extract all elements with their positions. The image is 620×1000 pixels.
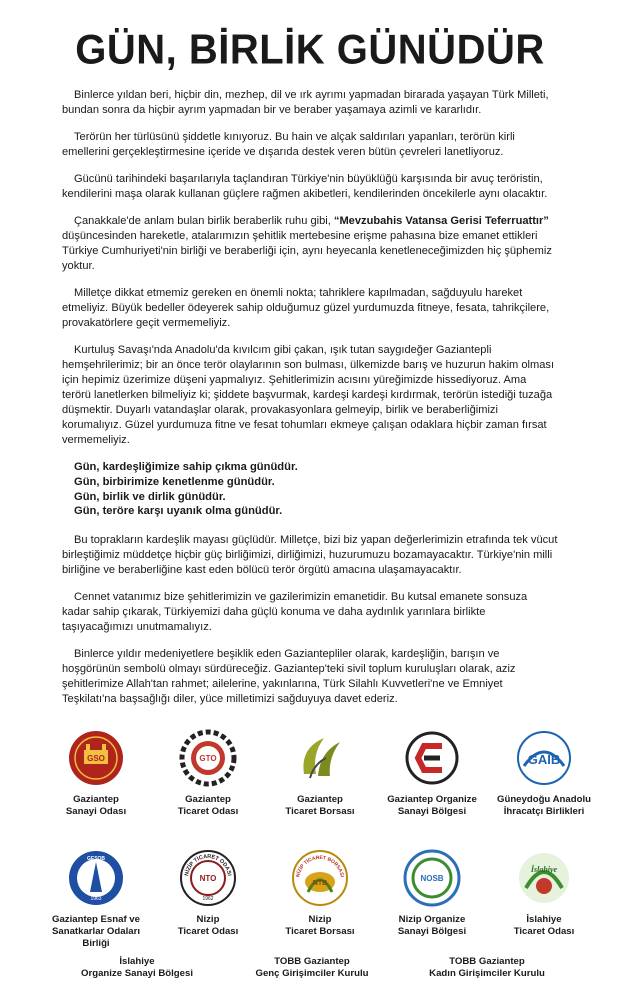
nosb-logo-text: NOSB [420,874,444,883]
org-name: Gaziantep Sanayi Odası [65,794,127,817]
paragraph: Milletçe dikkat etmemiz gereken en önemli nokta; tahriklere kapılmadan, sağduyulu hareket etmeliyiz. Büyük bedeller ödeyerek sahip olduğumuz güzel yurdumuzda fitneye, fesata, tahrikçilere, provakatörlere geçit vermemeliyiz. [62,287,550,329]
paragraph-text: düşüncesinden hareketle, atalarımızın şehitlik mertebesine erişme pahasına bize emanet ettikleri Türkiye Cumhuriyeti'nin birliği ve beraberliği için, aynı heyecanla kenetleneceğimizden hiç şüphemiz yoktur. [62,230,552,272]
gosb-logo-icon [402,728,462,788]
logo-row-1 [40,728,600,818]
logo-gtb [264,728,376,818]
paragraph: Cennet vatanımız bize şehitlerimizin ve gazilerimizin emanetidir. Bu kutsal emanete sonsuza kadar sahip çıkarak, Türkiyemizi daha güçlü konuma ve daha aydınlık yarınlara birlikte taşıyacağımızı unutmamalıyız. [62,591,528,634]
org-name: TOBB Gaziantep Kadın Girişimciler Kurulu [429,956,545,979]
org-name: TOBB Gaziantep Genç Girişimciler Kurulu [255,956,369,979]
logo-row-3 [62,956,562,980]
islahiye-logo-text: İslahiye [530,865,558,874]
logo-nosb [376,848,488,950]
paragraph: Binlerce yıldan beri, hiçbir din, mezhep, dil ve ırk ayrımı yapmadan birarada yaşayan Türk Milleti, bundan sonra da hiçbir ayrım yapmadan bir ve beraber yaşamaya azimli ve kararlıdır. [62,89,549,116]
logo-nto [152,848,264,950]
gaib-logo-text: GAİB [527,752,561,767]
org-name: İslahiye Ticaret Odası [513,914,575,937]
org-name: Güneydoğu Anadolu İhracatçı Birlikleri [497,794,591,817]
paragraph: Terörün her türlüsünü şiddetle kınıyoruz. Bu hain ve alçak saldırıları yapanları, terörün kirli emellerini gerçekleştirmesine içeride ve dışarıda destek veren bütün çevreleri lanetliyoruz. [62,131,515,158]
gaib-logo-icon [514,728,574,788]
org-name: Gaziantep Ticaret Borsası [285,794,355,817]
slogan: Gün, birlik ve dirlik günüdür. [74,490,226,503]
slogan: Gün, kardeşliğimize sahip çıkma günüdür. [74,461,298,473]
nto-logo-text: NTO [199,874,217,883]
quote-emphasis: “Mevzubahis Vatansa Gerisi Teferruattır” [333,215,549,227]
logo-row-2 [40,848,600,950]
paragraph: Bu toprakların kardeşlik mayası güçlüdür. Milletçe, bizi biz yapan değerlerimizin etrafında tek vücut birleştiğimiz müddetçe hiçbir güç birliğimizi, dirliğimizi, huzurumuzu bozamayacaktır. Türkiye'nin milli birliğine ve beraberliğine kast eden bölücü terör örgütü amacına ulaşamayacaktır. [62,534,558,577]
slogan: Gün, birbirimize kenetlenme günüdür. [74,475,275,488]
logo-islahiye [488,848,600,950]
gesob-logo-text: GESOB [86,856,106,862]
article-body [62,88,558,719]
org-name: Gaziantep Ticaret Odası [177,794,239,817]
gesob-year: 1963 [90,896,102,902]
logo-gso [40,728,152,818]
islahiye-logo-icon [514,848,574,908]
nosb-logo-icon [402,848,462,908]
org-name: İslahiye Organize Sanayi Bölgesi [81,956,193,979]
logo-gto [152,728,264,818]
nto-year: 1962 [202,896,214,902]
org-name: Nizip Organize Sanayi Bölgesi [397,914,467,937]
gtb-logo-icon [290,728,350,788]
gso-logo-icon [66,728,126,788]
ntb-logo-text: NTB [312,880,328,887]
ntb-logo-icon [290,848,350,908]
page-title: GÜN, BİRLİK GÜNÜDÜR [75,26,545,74]
paragraph: Kurtuluş Savaşı'nda Anadolu'da kıvılcım gibi çakan, ışık tutan saygıdeğer Gaziantepli hemşehrilerimiz; bir an önce terör olaylarının son bulması, ülkemizde barış ve huzurun hakim olması için hepimiz üzerimize düşeni yapmalıyız. Şehitlerimizin acısını yüreğimizde hissediyoruz. Ama terörü lanetlerken bilmeliyiz ki; şiddete başvurmak, kardeşi kardeşi kırdırmak, terörün istediği tuzağa düşmektir. Duyarlı vatandaşlar olarak, provakasyonlara gelmeyip, birlik ve beraberliğimizi korumalıyız. Güzel yurdumuza fitne ve fesat tohumları ekmeye çalışan odaklara hiçbir zaman fırsat vermemeliyiz. [62,344,555,446]
org-name: Nizip Ticaret Odası [177,914,239,937]
logo-gesob [40,848,152,950]
logo-gaib [488,728,600,818]
org-name: Gaziantep Esnaf ve Sanatkarlar Odaları Birliği [52,914,140,949]
paragraph [62,214,558,274]
ntb-ring-text: NİZİP TİCARET BORSASI [295,854,345,878]
gesob-logo-icon [66,848,126,908]
nto-ring-text: NİZİP TİCARET ODASI [184,853,232,877]
gso-logo-text: GSO [87,754,105,763]
paragraph: Gücünü tarihindeki başarılarıyla taçlandıran Türkiye'nin büyüklüğü karşısında bir avuç teröristin, kendilerini maşa olarak kullanan güçlere rağmen akibetleri, kendilerinden öncekilerle aynı olacaktır. [62,173,548,200]
gto-logo-icon [178,728,238,788]
gto-logo-text: GTO [199,754,217,763]
nto-logo-icon [178,848,238,908]
paragraph-text: Çanakkale'de anlam bulan birlik beraberlik ruhu gibi, [74,215,334,227]
org-name: Gaziantep Organize Sanayi Bölgesi [387,794,477,817]
paragraph: Binlerce yıldır medeniyetlere beşiklik eden Gaziantepliler olarak, kardeşliğin, barışın ve hoşgörünün sembolü olmayı sürdüreceğiz. Gaziantep'teki sivil toplum kuruluşları olarak, aziz şehitlerimize Allah'tan rahmet; ailelerine, yakınlarına, Türk Silahlı Kuvvetleri'ne ve Emniyet Teşkilatı'na başsağlığı diler, yüce milletimizi sağduyuya davet ederiz. [62,648,516,706]
slogan: Gün, teröre karşı uyanık olma günüdür. [74,505,283,518]
logo-gosb [376,728,488,818]
logo-ntb [264,848,376,950]
slogan-list [74,460,558,519]
org-name: Nizip Ticaret Borsası [285,914,355,937]
